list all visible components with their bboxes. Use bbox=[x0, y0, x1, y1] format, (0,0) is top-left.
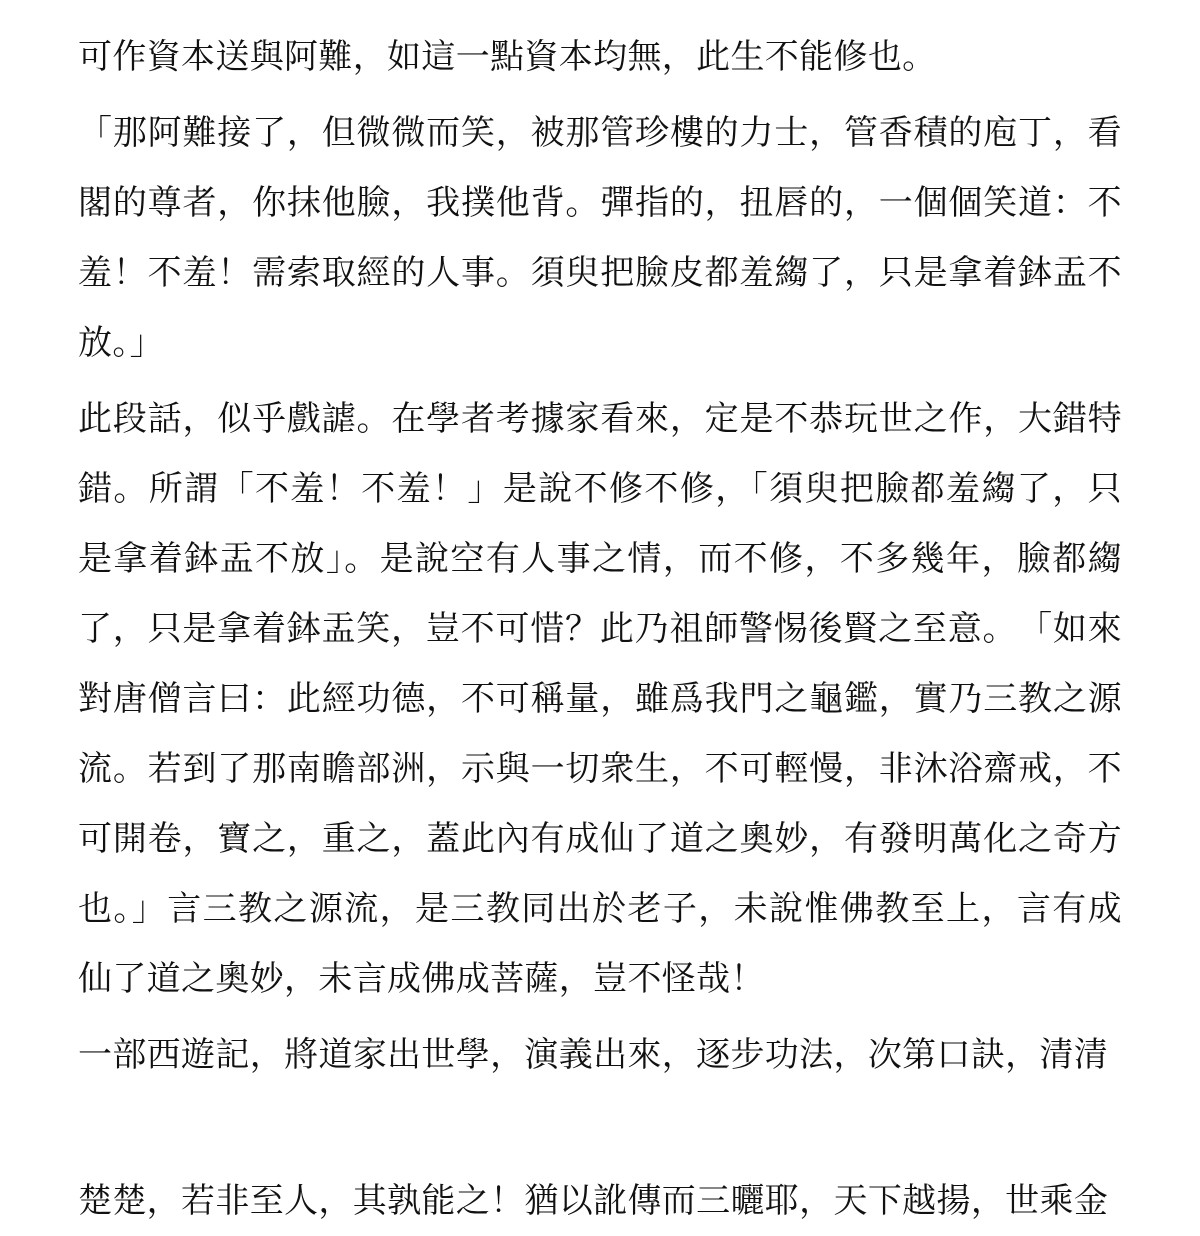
paragraph-4: 一部西遊記，將道家出世學，演義出來，逐步功法，次第口訣，清清 bbox=[78, 1035, 1109, 1075]
paragraph-1: 可作資本送與阿難，如這一點資本均無，此生不能修也。 bbox=[78, 37, 937, 77]
clipped-bottom-line: 楚楚，若非至人，其孰能之！猶以訛傳而三曬耶，天下越揚，世乘金 bbox=[78, 1181, 1109, 1221]
paragraph-2: 「那阿難接了，但微微而笑，被那管珍樓的力士，管香積的庖丁，看閣的尊者，你抹他臉，我撲他背。彈指的，扭唇的，一個個笑道：不羞！不羞！需索取經的人事。須臾把臉皮都羞縐了，只是拿着鉢盂不放。」 bbox=[78, 113, 1122, 363]
paragraph-3: 此段話，似乎戲謔。在學者考據家看來，定是不恭玩世之作，大錯特錯。所謂「不羞！不羞！」是說不修不修，「須臾把臉都羞縐了，只是拿着鉢盂不放」。是說空有人事之情，而不修，不多幾年，臉都縐了，只是拿着鉢盂笑，豈不可惜？此乃祖師警惕後賢之至意。 「如來對唐僧言曰：此經功德，不可稱量，雖爲我門之龜鑑，實乃三教之源流。若到了那南瞻部洲，示與一切衆生，不可輕慢，非沐浴齋戒，不可開卷，寶之，重之，蓋此內有成仙了道之奧妙，有發明萬化之奇方也。」言三教之源流，是三教同出於老子，未說惟佛教至上，言有成仙了道之奧妙，未言成佛成菩薩，豈不怪哉！ bbox=[78, 399, 1122, 999]
